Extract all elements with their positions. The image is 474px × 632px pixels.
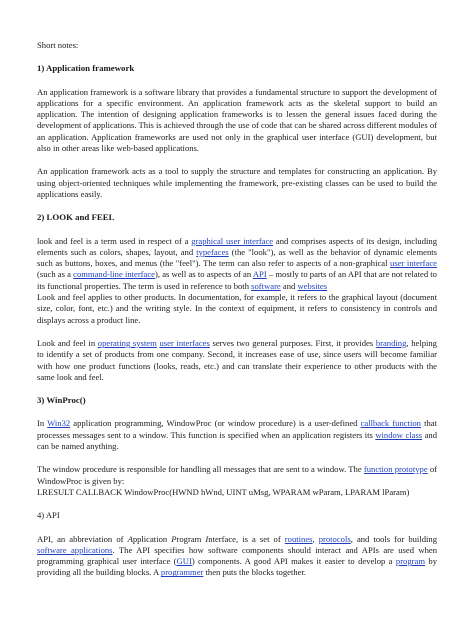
paragraph-api	[37, 534, 437, 579]
section-heading-look-and-feel: 2) LOOK and FEEL	[37, 212, 115, 223]
emphasis-p: P	[171, 533, 177, 544]
link-protocols[interactable]: protocols	[318, 533, 351, 544]
link-graphical-user-interface[interactable]: graphical user interface	[191, 235, 274, 246]
text-run: serves two general purposes. First, it provides	[209, 337, 376, 348]
text-run: application programming, WindowProc (or window procedure) is a user-defined	[70, 418, 361, 429]
text-run: and	[280, 280, 298, 291]
text-run: ), as well as to aspects of an	[155, 269, 253, 280]
text-run: by providing all the building blocks. A	[37, 556, 437, 578]
text-run: and comprises aspects of its design, including elements such as colors, shapes, layout, and	[37, 235, 437, 257]
code-signature-windowproc: LRESULT CALLBACK WindowProc(HWND hWnd, UINT uMsg, WPARAM wParam, LPARAM lParam)	[37, 486, 410, 497]
link-win32[interactable]: Win32	[47, 418, 71, 429]
text-run: The window procedure is responsible for handling all messages that are sent to a window. The	[37, 464, 364, 475]
link-callback-function[interactable]: callback function	[360, 418, 421, 429]
link-command-line-interface[interactable]: command-line interface	[73, 269, 155, 280]
link-gui[interactable]: GUI	[176, 556, 192, 567]
link-user-interfaces[interactable]: user interfaces	[159, 337, 210, 348]
section-heading-api: 4) API	[37, 510, 60, 521]
text-run: look and feel is a term used in respect of a	[37, 235, 192, 246]
text-run: Look and feel in	[37, 337, 98, 348]
text-run: , helping to identify a set of products from one company. Second, it increases ease of use, since users will become familiar with how one product functions (looks, reads, etc.) and can translate their experience to other products with the same look and feel.	[37, 337, 437, 382]
link-typefaces[interactable]: typefaces	[196, 246, 229, 257]
paragraph-application-framework-2: An application framework acts as a tool to supply the structure and templates for constructing an application. By using object-oriented techniques while implementing the framework, pre-existing classes can be used to build the applications easily.	[37, 166, 437, 199]
text-run: pplication	[132, 533, 172, 544]
text-run: (such as a	[37, 269, 74, 280]
text-run: and can be named anything.	[37, 429, 438, 452]
paragraph-look-and-feel-2: Look and feel applies to other products. In documentation, for example, it refers to the graphical layout (document size, color, font, etc.) and the writing style. In the context of equipment, it refers to consistency in controls and displays across a product line.	[37, 292, 437, 325]
text-run: API, an abbreviation of	[37, 533, 128, 544]
text-run: (the "look"), as well as the behavior of dynamic elements such as buttons, boxes, and menus (the "feel"). The term can also refer to aspects of a non-graphical	[37, 246, 437, 269]
text-run: that processes messages sent to a window. This function is specified when an application registers its	[37, 418, 437, 440]
link-programmer[interactable]: programmer	[160, 567, 204, 578]
section-heading-application-framework: 1) Application framework	[37, 63, 135, 74]
text-run: then puts the blocks together.	[203, 567, 307, 578]
paragraph-look-and-feel-3	[37, 338, 437, 383]
text-run: rogram	[176, 533, 206, 544]
text-run: , and tools for building	[350, 533, 437, 544]
link-websites[interactable]: websites	[297, 280, 328, 291]
emphasis-i: I	[205, 533, 209, 544]
link-routines[interactable]: routines	[284, 533, 313, 544]
link-branding[interactable]: branding	[375, 337, 407, 348]
paragraph-winproc-1	[37, 418, 437, 452]
paragraph-look-and-feel-1	[37, 236, 437, 292]
text-run: In	[37, 418, 48, 429]
link-function-prototype[interactable]: function prototype	[363, 464, 428, 475]
text-run: . The API specifies how software components should interact and APIs are used when programming graphical user interface (	[37, 544, 437, 567]
section-heading-winproc: 3) WinProc()	[37, 395, 86, 406]
link-software[interactable]: software	[251, 280, 281, 291]
text-run: – mostly to parts of an API that are not related to its functional properties. The term is used in reference to both	[37, 269, 437, 291]
intro-text: Short notes:	[37, 40, 79, 50]
text-run: nterface, is a set of	[208, 533, 285, 544]
link-software-applications[interactable]: software applications	[37, 544, 113, 555]
text-run: ,	[312, 533, 319, 544]
link-program[interactable]: program	[395, 556, 426, 567]
paragraph-winproc-2	[37, 464, 437, 487]
text-run: of WindowProc is given by:	[37, 464, 438, 486]
link-user-interface[interactable]: user interface	[390, 258, 437, 269]
emphasis-a: A	[127, 533, 133, 544]
link-operating-system[interactable]: operating system	[97, 337, 157, 348]
paragraph-application-framework-1: An application framework is a software library that provides a fundamental structure to support the development of applications for a specific environment. An application framework acts as the skeletal support to build an application. The intention of designing application frameworks is to lessen the general issues faced during the development of applications. This is achieved through the use of code that can be shared across different modules of an application. Application frameworks are used not only in the graphical user interface (GUI) development, but also in other areas like web-based applications.	[37, 86, 437, 154]
link-api[interactable]: API	[252, 269, 267, 280]
text-run: ) components. A good API makes it easier to develop a	[191, 556, 396, 567]
link-window-class[interactable]: window class	[375, 429, 423, 440]
